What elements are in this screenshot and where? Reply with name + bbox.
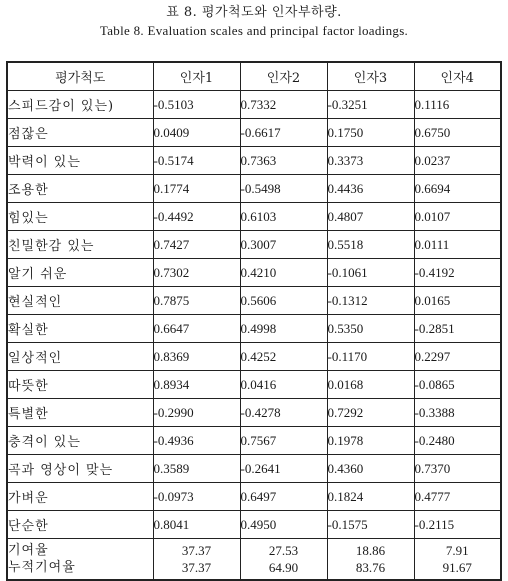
scale-cell: 단순한 xyxy=(7,511,153,539)
loading-cell-factor-3: -0.3251 xyxy=(327,91,414,119)
loading-cell-factor-4: 0.0237 xyxy=(414,147,501,175)
loading-cell-factor-3: -0.1575 xyxy=(327,511,414,539)
contribution-value: 37.37 xyxy=(181,543,212,558)
summary-cell-factor-1 xyxy=(153,539,240,581)
loading-cell-factor-4: 0.7370 xyxy=(414,455,501,483)
scale-cell: 곡과 영상이 맞는 xyxy=(7,455,153,483)
loading-cell-factor-3: 0.4360 xyxy=(327,455,414,483)
loading-cell-factor-1: 0.7427 xyxy=(153,231,240,259)
loading-cell-factor-2: 0.4252 xyxy=(240,343,327,371)
loading-cell-factor-2: 0.3007 xyxy=(240,231,327,259)
loading-cell-factor-2: 0.5606 xyxy=(240,287,327,315)
loading-cell-factor-1: -0.5103 xyxy=(153,91,240,119)
loading-cell-factor-1: -0.4492 xyxy=(153,203,240,231)
scale-cell: 현실적인 xyxy=(7,287,153,315)
table-row xyxy=(7,427,501,455)
loading-cell-factor-3: 0.0168 xyxy=(327,371,414,399)
loading-cell-factor-1: -0.4936 xyxy=(153,427,240,455)
contribution-value: 27.53 xyxy=(268,543,299,558)
loading-cell-factor-4: -0.2480 xyxy=(414,427,501,455)
loading-cell-factor-2: -0.6617 xyxy=(240,119,327,147)
loading-cell-factor-3: 0.5350 xyxy=(327,315,414,343)
table-row xyxy=(7,175,501,203)
loading-cell-factor-1: 0.8041 xyxy=(153,511,240,539)
cumulative-value: 91.67 xyxy=(442,560,472,575)
loading-cell-factor-4: 0.6694 xyxy=(414,175,501,203)
cumulative-value: 64.90 xyxy=(268,560,299,575)
loading-cell-factor-2: 0.7332 xyxy=(240,91,327,119)
scale-cell: 가벼운 xyxy=(7,483,153,511)
table-row xyxy=(7,203,501,231)
table-row xyxy=(7,287,501,315)
table-header-row xyxy=(7,62,501,91)
table-row xyxy=(7,119,501,147)
loading-cell-factor-1: 0.8369 xyxy=(153,343,240,371)
loading-cell-factor-4: 0.4777 xyxy=(414,483,501,511)
table-row xyxy=(7,371,501,399)
loading-cell-factor-1: 0.3589 xyxy=(153,455,240,483)
scale-cell: 조용한 xyxy=(7,175,153,203)
loading-cell-factor-3: 0.7292 xyxy=(327,399,414,427)
loading-cell-factor-1: 0.7875 xyxy=(153,287,240,315)
loading-cell-factor-4: 0.6750 xyxy=(414,119,501,147)
contribution-value: 18.86 xyxy=(355,543,386,558)
loading-cell-factor-1: 0.0409 xyxy=(153,119,240,147)
loading-cell-factor-3: -0.1170 xyxy=(327,343,414,371)
scale-cell: 점잖은 xyxy=(7,119,153,147)
table-row xyxy=(7,259,501,287)
loading-cell-factor-3: 0.3373 xyxy=(327,147,414,175)
loading-cell-factor-2: 0.6103 xyxy=(240,203,327,231)
scale-cell: 친밀한감 있는 xyxy=(7,231,153,259)
loading-cell-factor-2: -0.4278 xyxy=(240,399,327,427)
loading-cell-factor-2: 0.4210 xyxy=(240,259,327,287)
loading-cell-factor-2: 0.6497 xyxy=(240,483,327,511)
loading-cell-factor-2: 0.0416 xyxy=(240,371,327,399)
scale-cell: 확실한 xyxy=(7,315,153,343)
loading-cell-factor-2: -0.5498 xyxy=(240,175,327,203)
table-caption xyxy=(0,0,508,40)
loading-cell-factor-3: 0.1750 xyxy=(327,119,414,147)
header-factor-2: 인자2 xyxy=(240,62,327,91)
loading-cell-factor-1: -0.0973 xyxy=(153,483,240,511)
table-row xyxy=(7,343,501,371)
scale-cell: 힘있는 xyxy=(7,203,153,231)
loading-cell-factor-4: -0.3388 xyxy=(414,399,501,427)
loading-cell-factor-4: -0.2851 xyxy=(414,315,501,343)
cumulative-label: 누적기여율 xyxy=(8,560,76,575)
scale-cell: 알기 쉬운 xyxy=(7,259,153,287)
scale-cell: 일상적인 xyxy=(7,343,153,371)
table-row xyxy=(7,231,501,259)
loading-cell-factor-1: 0.1774 xyxy=(153,175,240,203)
loading-cell-factor-2: 0.4950 xyxy=(240,511,327,539)
caption-english: Table 8. Evaluation scales and principal factor loadings. xyxy=(99,23,409,38)
table-body xyxy=(7,91,501,581)
loading-cell-factor-3: 0.1978 xyxy=(327,427,414,455)
scale-cell: 박력이 있는 xyxy=(7,147,153,175)
scale-cell: 스피드감이 있는) xyxy=(7,91,153,119)
factor-loadings-table xyxy=(6,61,502,581)
table-row xyxy=(7,455,501,483)
loading-cell-factor-4: -0.0865 xyxy=(414,371,501,399)
loading-cell-factor-4: -0.2115 xyxy=(414,511,501,539)
cumulative-value: 83.76 xyxy=(355,560,386,575)
loading-cell-factor-4: -0.4192 xyxy=(414,259,501,287)
scale-cell: 따뜻한 xyxy=(7,371,153,399)
caption-korean: 표 8. 평가척도와 인자부하량. xyxy=(166,5,342,20)
loading-cell-factor-3: 0.4807 xyxy=(327,203,414,231)
loading-cell-factor-2: 0.7567 xyxy=(240,427,327,455)
header-factor-1: 인자1 xyxy=(153,62,240,91)
header-factor-4: 인자4 xyxy=(414,62,501,91)
cumulative-value: 37.37 xyxy=(181,560,212,575)
loading-cell-factor-1: -0.2990 xyxy=(153,399,240,427)
loading-cell-factor-4: 0.1116 xyxy=(414,91,501,119)
table-row xyxy=(7,511,501,539)
loading-cell-factor-1: -0.5174 xyxy=(153,147,240,175)
summary-row xyxy=(7,539,501,581)
loading-cell-factor-3: -0.1312 xyxy=(327,287,414,315)
loading-cell-factor-1: 0.6647 xyxy=(153,315,240,343)
contribution-value: 7.91 xyxy=(445,543,469,558)
summary-cell-factor-4 xyxy=(414,539,501,581)
summary-cell-factor-2 xyxy=(240,539,327,581)
loading-cell-factor-1: 0.7302 xyxy=(153,259,240,287)
contribution-label: 기여율 xyxy=(8,543,49,558)
loading-cell-factor-4: 0.0107 xyxy=(414,203,501,231)
table-row xyxy=(7,147,501,175)
header-factor-3: 인자3 xyxy=(327,62,414,91)
loading-cell-factor-4: 0.0111 xyxy=(414,231,501,259)
loading-cell-factor-2: -0.2641 xyxy=(240,455,327,483)
loading-cell-factor-4: 0.0165 xyxy=(414,287,501,315)
loading-cell-factor-3: 0.4436 xyxy=(327,175,414,203)
loading-cell-factor-4: 0.2297 xyxy=(414,343,501,371)
table-row xyxy=(7,315,501,343)
loading-cell-factor-2: 0.4998 xyxy=(240,315,327,343)
loading-cell-factor-1: 0.8934 xyxy=(153,371,240,399)
summary-label-cell xyxy=(7,539,153,581)
scale-cell: 특별한 xyxy=(7,399,153,427)
summary-cell-factor-3 xyxy=(327,539,414,581)
table-row xyxy=(7,483,501,511)
table-row xyxy=(7,91,501,119)
loading-cell-factor-2: 0.7363 xyxy=(240,147,327,175)
loading-cell-factor-3: 0.5518 xyxy=(327,231,414,259)
loading-cell-factor-3: 0.1824 xyxy=(327,483,414,511)
table-row xyxy=(7,399,501,427)
loading-cell-factor-3: -0.1061 xyxy=(327,259,414,287)
header-scale: 평가척도 xyxy=(7,62,153,91)
scale-cell: 충격이 있는 xyxy=(7,427,153,455)
